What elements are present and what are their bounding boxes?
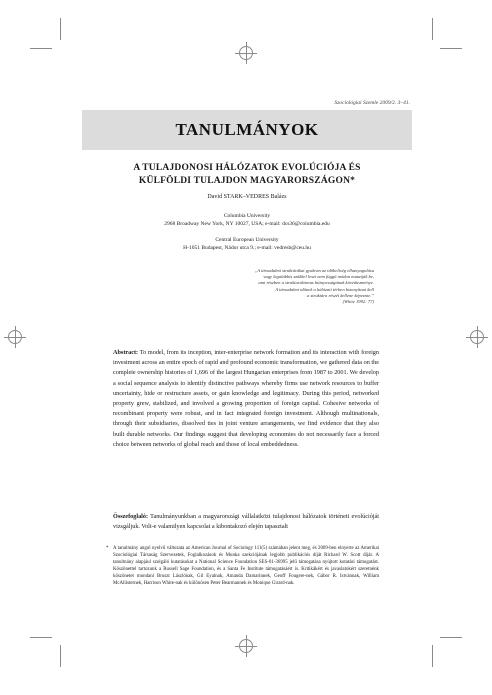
crop-mark (60, 18, 61, 40)
crop-mark (30, 48, 52, 49)
footnote-text: A tanulmány angol nyelvű változata az American Journal of Sociology 111(5) számában jelent meg, és 2009-ben elnyerte az Amerikai Szociológiai Társaság Szervezetek, Foglalkozások és Munka szekciójának legjobb publikációs díját Richard W. Scott díját. A tanulmány alapjául szolgáló kutatásokat a National Science Foundation SES-01-36995 jelű támogatása nyújtott kutatási támogatást. Köszönettel tartozunk a Russell Sage Foundation, és a Santa Fe Institute támogatásáért is. Kritikákért és javaslatokért szeretnénk köszönetet mondani Bruszt Lászlónak, Gil Eyalnak, Amanda Damarinnek, Geoff Fougere-nek, Gábor R. Istvánnak, William McAllisternek, Harrison White-nak és különösen Peter Bearmannek és Monique Girard-nak. (113, 546, 379, 587)
crop-mark (432, 18, 433, 40)
affiliation-name: Central European University (215, 237, 279, 243)
affiliation-2 (82, 236, 412, 252)
footnote-mark: * (106, 546, 109, 551)
crop-mark (432, 645, 433, 667)
epigraph-line: A társadalmi időnek a hálózati térben bizonyítani kell (275, 286, 374, 292)
section-banner (82, 110, 412, 150)
affiliation-address: H-1051 Budapest, Nádor utca 9.; e-mail: vedresb@ceu.hu (183, 245, 311, 251)
summary-label: Összefoglaló: (113, 513, 149, 520)
crop-mark (440, 48, 462, 49)
abstract-label: Abstract: (113, 349, 139, 356)
footnote (106, 545, 379, 588)
article-title (82, 162, 412, 188)
affiliation-1 (82, 212, 412, 228)
affiliation-address: 2968 Broadway New York, NY 10027, USA; e-mail: dcs36@columbia.edu (164, 221, 330, 227)
epigraph-line: vagy legalábbis szűkkel leszi nem függő módon mutatják be, (263, 274, 374, 280)
affiliation-name: Columbia University (223, 213, 271, 219)
title-line-2: KÜLFÖLDI TULAJDON MAGYARORSZÁGON* (138, 176, 356, 186)
abstract (113, 348, 379, 450)
epigraph-line: a struktúra részét kellene képeznie.” (307, 292, 374, 298)
registration-mark-left (8, 330, 22, 344)
epigraph-source: (White 1992: 77) (342, 299, 374, 305)
summary (113, 512, 379, 532)
crop-mark (60, 645, 61, 667)
section-heading: TANULMÁNYOK (175, 120, 319, 139)
registration-mark-bottom (239, 639, 253, 653)
registration-mark-right (470, 330, 484, 344)
abstract-text: To model, from its inception, inter-enterprise network formation and its interaction with foreign investment across an entire epoch of rapid and profound economic transformation, we gathered data on the complete ownership histories of 1,696 of the largest Hungarian enterprises from 1987 to 2001. We develop a social sequence analysis to identify distinctive pathways whereby firms use network resources to buffer uncertainty, hide or restructure assets, or gain knowledge and legitimacy. During this period, networked property grew, stabilized, and involved a growing proportion of foreign capital. Cohesive networks of recombinant property were robust, and in fact integrated foreign investment. Although multinationals, through their subsidiaries, dissolved ties in joint venture arrangements, we find evidence that they also built durable networks. Our findings suggest that developing economies do not necessarily face a forced choice between networks of global reach and those of local embeddedness. (113, 349, 379, 448)
epigraph-line: ami részben a strukturalizmus hiányosságának következménye. (258, 280, 374, 286)
crop-mark (30, 637, 52, 638)
title-line-1: A TULAJDONOSI HÁLÓZATOK EVOLÚCIÓJA ÉS (133, 163, 361, 173)
authors: David STARK–VEDRES Balázs (207, 194, 287, 200)
running-head: Szociológiai Szemle 2009/2. 3–41. (334, 100, 410, 106)
registration-mark-top (239, 46, 253, 60)
epigraph-line: „A társadalmi struktúrákat gyakran az időbeliség elhanyagolása (254, 268, 374, 273)
summary-text: Tanulmányunkban a magyarországi vállalatközi tulajdonosi hálózatok történeti evolúcióját vizsgáljuk. Volt-e valamilyen kapcsolat a kibontakozó elején tapasztalt (113, 513, 379, 531)
epigraph (174, 268, 374, 305)
crop-mark (440, 637, 462, 638)
